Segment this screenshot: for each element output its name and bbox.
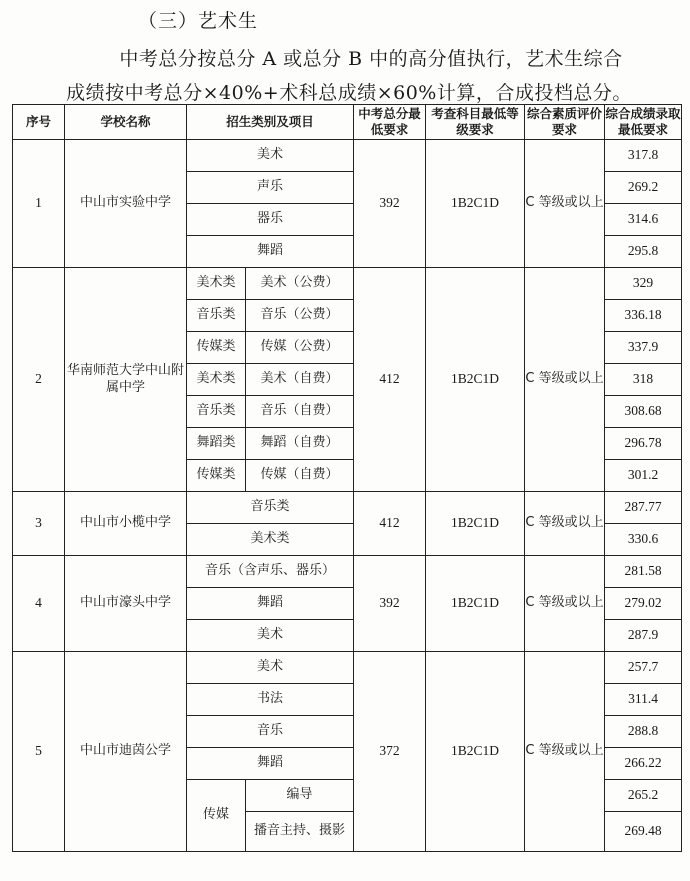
item-cell: 音乐（公费） xyxy=(246,300,354,332)
seq-cell: 2 xyxy=(13,268,65,492)
min-total-cell: 372 xyxy=(354,652,426,852)
score-cell: 311.4 xyxy=(605,684,682,716)
table-row xyxy=(13,140,682,172)
score-cell: 317.8 xyxy=(605,140,682,172)
item-cell: 美术 xyxy=(187,652,354,684)
min-grade-cell: 1B2C1D xyxy=(426,268,525,492)
category-cell: 传媒类 xyxy=(187,332,246,364)
min-grade-cell: 1B2C1D xyxy=(426,556,525,652)
header-min-total: 中考总分最低要求 xyxy=(354,105,426,140)
intro-line-2: 成绩按中考总分×40%+术科总成绩×60%计算，合成投档总分。 xyxy=(66,82,632,104)
seq-cell: 1 xyxy=(13,140,65,268)
category-cell: 舞蹈类 xyxy=(187,428,246,460)
score-cell: 336.18 xyxy=(605,300,682,332)
item-cell: 美术（自费） xyxy=(246,364,354,396)
min-total-cell: 412 xyxy=(354,268,426,492)
category-cell: 美术类 xyxy=(187,268,246,300)
item-cell: 舞蹈 xyxy=(187,748,354,780)
school-name-cell: 中山市小榄中学 xyxy=(65,492,187,556)
item-cell: 音乐（含声乐、器乐） xyxy=(187,556,354,588)
school-name-cell: 中山市实验中学 xyxy=(65,140,187,268)
item-cell: 美术 xyxy=(187,140,354,172)
table-row xyxy=(13,492,682,524)
school-name-cell: 中山市濠头中学 xyxy=(65,556,187,652)
quality-cell: C 等级或以上 xyxy=(525,140,605,268)
min-total-cell: 392 xyxy=(354,556,426,652)
admission-table xyxy=(12,104,682,852)
item-cell: 美术（公费） xyxy=(246,268,354,300)
item-cell: 声乐 xyxy=(187,172,354,204)
score-cell: 281.58 xyxy=(605,556,682,588)
score-cell: 287.9 xyxy=(605,620,682,652)
score-cell: 269.2 xyxy=(605,172,682,204)
category-cell: 音乐类 xyxy=(187,300,246,332)
item-cell: 舞蹈 xyxy=(187,588,354,620)
min-grade-cell: 1B2C1D xyxy=(426,492,525,556)
item-cell: 传媒（公费） xyxy=(246,332,354,364)
score-cell: 318 xyxy=(605,364,682,396)
item-cell: 舞蹈 xyxy=(187,236,354,268)
score-cell: 269.48 xyxy=(605,812,682,852)
school-name-cell: 华南师范大学中山附属中学 xyxy=(65,268,187,492)
quality-cell: C 等级或以上 xyxy=(525,268,605,492)
header-category: 招生类别及项目 xyxy=(187,105,354,140)
score-cell: 287.77 xyxy=(605,492,682,524)
item-cell: 美术类 xyxy=(187,524,354,556)
quality-cell: C 等级或以上 xyxy=(525,492,605,556)
table-row xyxy=(13,652,682,684)
seq-cell: 5 xyxy=(13,652,65,852)
score-cell: 295.8 xyxy=(605,236,682,268)
item-cell: 美术 xyxy=(187,620,354,652)
min-total-cell: 392 xyxy=(354,140,426,268)
quality-cell: C 等级或以上 xyxy=(525,556,605,652)
table-row xyxy=(13,268,682,300)
score-cell: 266.22 xyxy=(605,748,682,780)
min-grade-cell: 1B2C1D xyxy=(426,140,525,268)
school-name-cell: 中山市迪茵公学 xyxy=(65,652,187,852)
min-total-cell: 412 xyxy=(354,492,426,556)
header-min-grade: 考查科目最低等级要求 xyxy=(426,105,525,140)
header-row xyxy=(13,105,682,140)
seq-cell: 4 xyxy=(13,556,65,652)
item-cell: 音乐 xyxy=(187,716,354,748)
header-school: 学校名称 xyxy=(65,105,187,140)
item-cell: 播音主持、摄影 xyxy=(246,812,354,852)
category-cell: 音乐类 xyxy=(187,396,246,428)
min-grade-cell: 1B2C1D xyxy=(426,652,525,852)
seq-cell: 3 xyxy=(13,492,65,556)
score-cell: 337.9 xyxy=(605,332,682,364)
item-cell: 书法 xyxy=(187,684,354,716)
score-cell: 279.02 xyxy=(605,588,682,620)
score-cell: 314.6 xyxy=(605,204,682,236)
section-title: （三）艺术生 xyxy=(138,10,259,32)
category-cell: 传媒 xyxy=(187,780,246,852)
category-cell: 美术类 xyxy=(187,364,246,396)
item-cell: 音乐类 xyxy=(187,492,354,524)
header-quality: 综合素质评价要求 xyxy=(525,105,605,140)
score-cell: 330.6 xyxy=(605,524,682,556)
category-cell: 传媒类 xyxy=(187,460,246,492)
score-cell: 257.7 xyxy=(605,652,682,684)
item-cell: 传媒（自费） xyxy=(246,460,354,492)
intro-line-1: 中考总分按总分 A 或总分 B 中的高分值执行，艺术生综合 xyxy=(119,48,623,70)
item-cell: 器乐 xyxy=(187,204,354,236)
score-cell: 308.68 xyxy=(605,396,682,428)
score-cell: 301.2 xyxy=(605,460,682,492)
quality-cell: C 等级或以上 xyxy=(525,652,605,852)
score-cell: 288.8 xyxy=(605,716,682,748)
item-cell: 编导 xyxy=(246,780,354,812)
score-cell: 265.2 xyxy=(605,780,682,812)
header-min-score: 综合成绩录取最低要求 xyxy=(605,105,682,140)
item-cell: 舞蹈（自费） xyxy=(246,428,354,460)
item-cell: 音乐（自费） xyxy=(246,396,354,428)
header-seq: 序号 xyxy=(13,105,65,140)
table-row xyxy=(13,556,682,588)
score-cell: 296.78 xyxy=(605,428,682,460)
score-cell: 329 xyxy=(605,268,682,300)
